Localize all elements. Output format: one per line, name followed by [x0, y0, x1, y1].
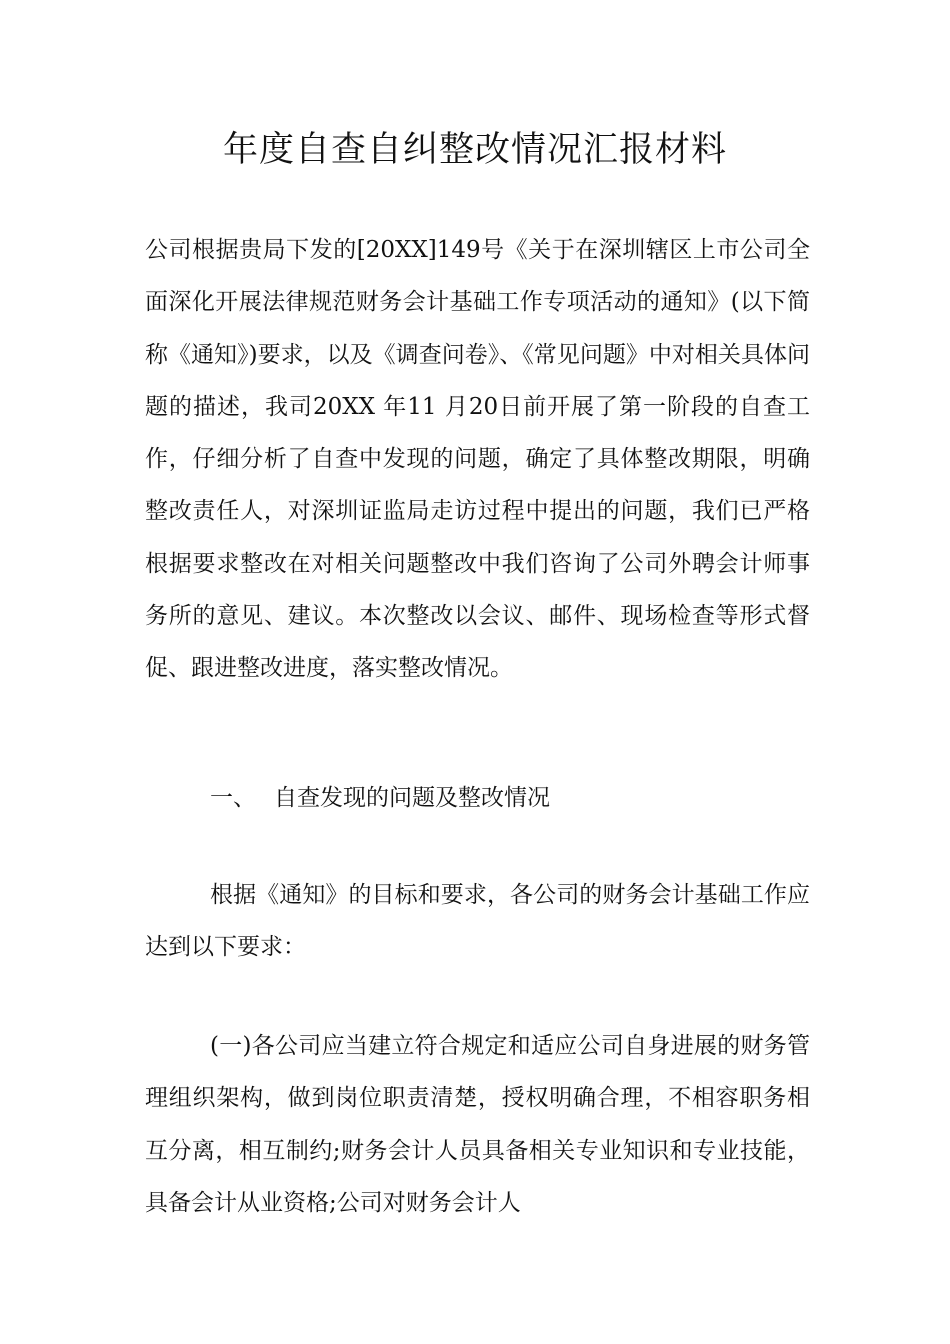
document-title: 年度自查自纠整改情况汇报材料 — [222, 130, 727, 170]
section-number: 一、 — [210, 785, 256, 811]
section-heading-text: 自查发现的问题及整改情况 — [274, 785, 550, 811]
section-heading-1 — [210, 778, 550, 818]
requirement-item-1-paragraph: (一)各公司应当建立符合规定和适应公司自身进展的财务管理组织架构，做到岗位职责清楚，授权明确合理，不相容职务相互分离，相互制约;财务会计人员具备相关专业知识和专业技能，具备会计从业资格;公司对财务会计人 — [145, 1033, 810, 1216]
intro-paragraph: 公司根据贵局下发的[20XX]149号《关于在深圳辖区上市公司全面深化开展法律规范财务会计基础工作专项活动的通知》(以下简称《通知》)要求，以及《调查问卷》、《常见问题》中对相关具体问题的描述，我司20XX 年11 月20日前开展了第一阶段的自查工作，仔细分析了自查中发现的问题，确定了具体整改期限，明确整改责任人，对深圳证监局走访过程中提出的问题，我们已严格根据要求整改在对相关问题整改中我们咨询了公司外聘会计师事务所的意见、建议。本次整改以会议、邮件、现场检查等形式督促、跟进整改进度，落实整改情况。 — [145, 237, 810, 682]
requirements-paragraph: 根据《通知》的目标和要求，各公司的财务会计基础工作应达到以下要求： — [145, 882, 810, 961]
